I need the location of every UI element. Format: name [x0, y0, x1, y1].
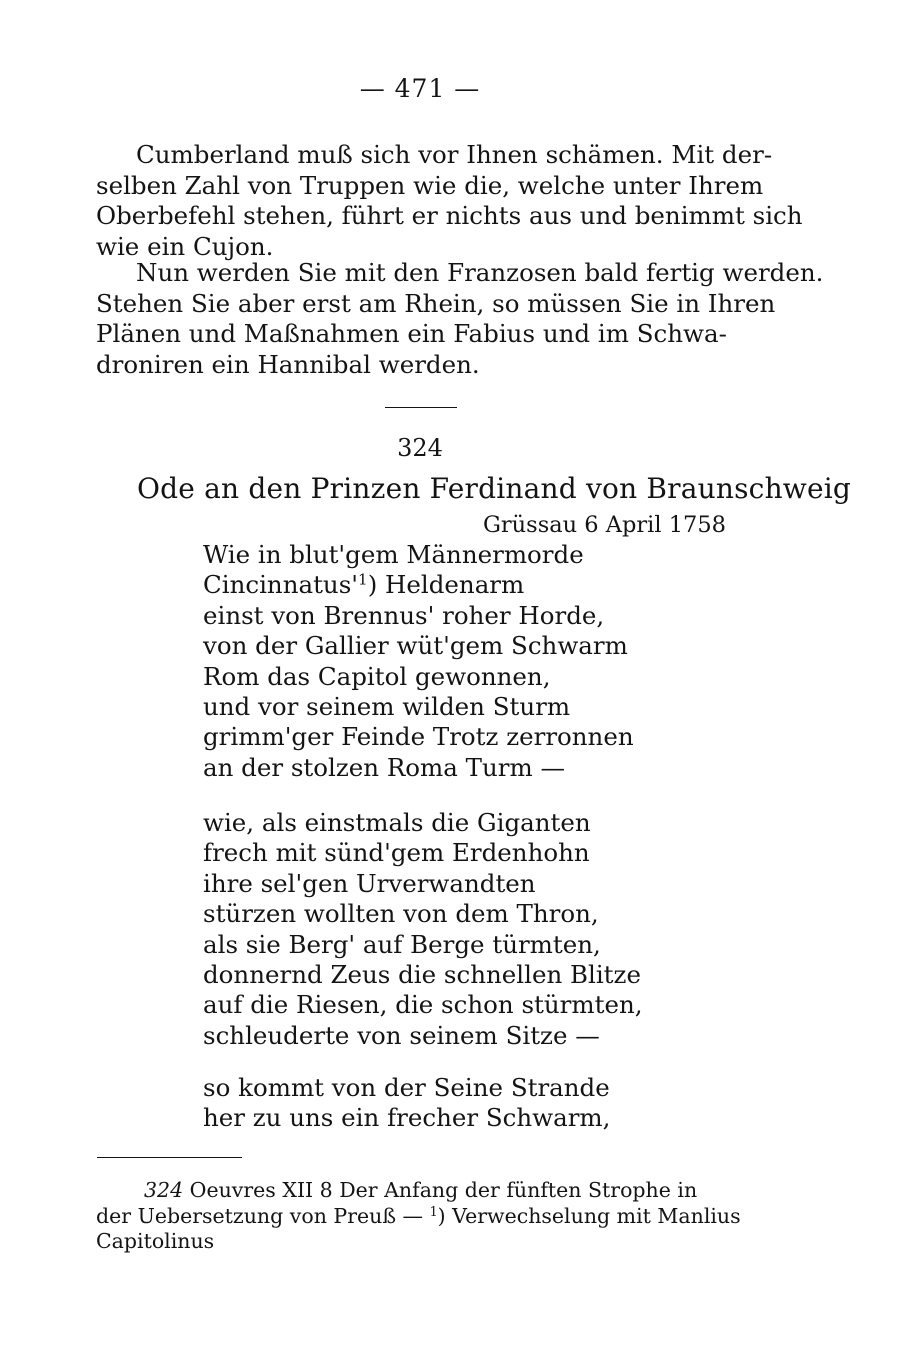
verse-line: wie, als einstmals die Giganten — [203, 808, 591, 837]
footnote-marker: 1 — [429, 1203, 438, 1219]
verse-line: frech mit sünd'gem Erdenhohn — [203, 838, 590, 868]
prose-line: wie ein Cujon. — [96, 231, 274, 261]
poem-stanza-3 — [203, 1073, 610, 1134]
letter-dateline: Grüssau 6 April 1758 — [482, 512, 726, 538]
section-divider — [385, 407, 457, 408]
verse-line: grimm'ger Feinde Trotz zerronnen — [203, 722, 634, 752]
verse-line: her zu uns ein frecher Schwarm, — [203, 1103, 611, 1133]
prose-paragraph-1 — [96, 140, 803, 262]
verse-line: ihre sel'gen Urverwandten — [203, 868, 536, 898]
prose-line: Cumberland muß sich vor Ihnen schämen. Mit der- — [136, 140, 773, 169]
prose-line: selben Zahl von Truppen wie die, welche unter Ihrem — [96, 170, 764, 200]
poem-stanza-1 — [203, 540, 634, 783]
prose-line: Stehen Sie aber erst am Rhein, so müssen Sie in Ihren — [96, 288, 776, 318]
footnote-text: der Uebersetzung von Preuß — — [96, 1203, 430, 1228]
prose-line: Oberbefehl stehen, führt er nichts aus und benimmt sich — [96, 201, 803, 230]
poem-stanza-2 — [203, 808, 643, 1051]
verse-line: an der stolzen Roma Turm — — [203, 752, 566, 782]
footnote-number: 324 — [144, 1178, 184, 1202]
verse-line: von der Gallier wüt'gem Schwarm — [203, 631, 628, 661]
prose-paragraph-2 — [96, 258, 824, 380]
verse-line: Rom das Capitol gewonnen, — [203, 661, 551, 691]
verse-line: Wie in blut'gem Männermorde — [203, 540, 584, 569]
page-number: — 471 — — [359, 74, 481, 103]
verse-line: so kommt von der Seine Strande — [203, 1073, 610, 1102]
verse-text: ) Heldenarm — [367, 570, 525, 600]
prose-line: droniren ein Hannibal werden. — [96, 349, 480, 379]
verse-line: als sie Berg' auf Berge türmten, — [203, 929, 601, 959]
verse-text: Cincinnatus' — [203, 570, 359, 600]
footnote-divider — [97, 1157, 242, 1158]
letter-number: 324 — [397, 434, 443, 462]
footnote-text: ) Verwechselung mit Manlius — [437, 1203, 741, 1228]
verse-line: stürzen wollten von dem Thron, — [203, 899, 599, 929]
prose-line: Nun werden Sie mit den Franzosen bald fertig werden. — [136, 258, 824, 287]
verse-line: auf die Riesen, die schon stürmten, — [203, 990, 643, 1020]
verse-line: donnernd Zeus die schnellen Blitze — [203, 960, 641, 990]
footnote-marker: 1 — [358, 571, 368, 590]
footnote-text: Oeuvres XII 8 Der Anfang der fünften Strophe in — [183, 1178, 698, 1202]
footnotes — [96, 1178, 756, 1255]
prose-line: Plänen und Maßnahmen ein Fabius und im Schwa- — [96, 319, 727, 348]
verse-line: und vor seinem wilden Sturm — [203, 692, 571, 722]
verse-line: schleuderte von seinem Sitze — — [203, 1020, 600, 1050]
letter-title: Ode an den Prinzen Ferdinand von Braunschweig — [137, 472, 852, 505]
footnote-line — [96, 1204, 756, 1230]
footnote-line — [96, 1178, 756, 1204]
verse-line — [203, 570, 634, 600]
footnote-line: Capitolinus — [96, 1229, 215, 1253]
verse-line: einst von Brennus' roher Horde, — [203, 600, 605, 630]
